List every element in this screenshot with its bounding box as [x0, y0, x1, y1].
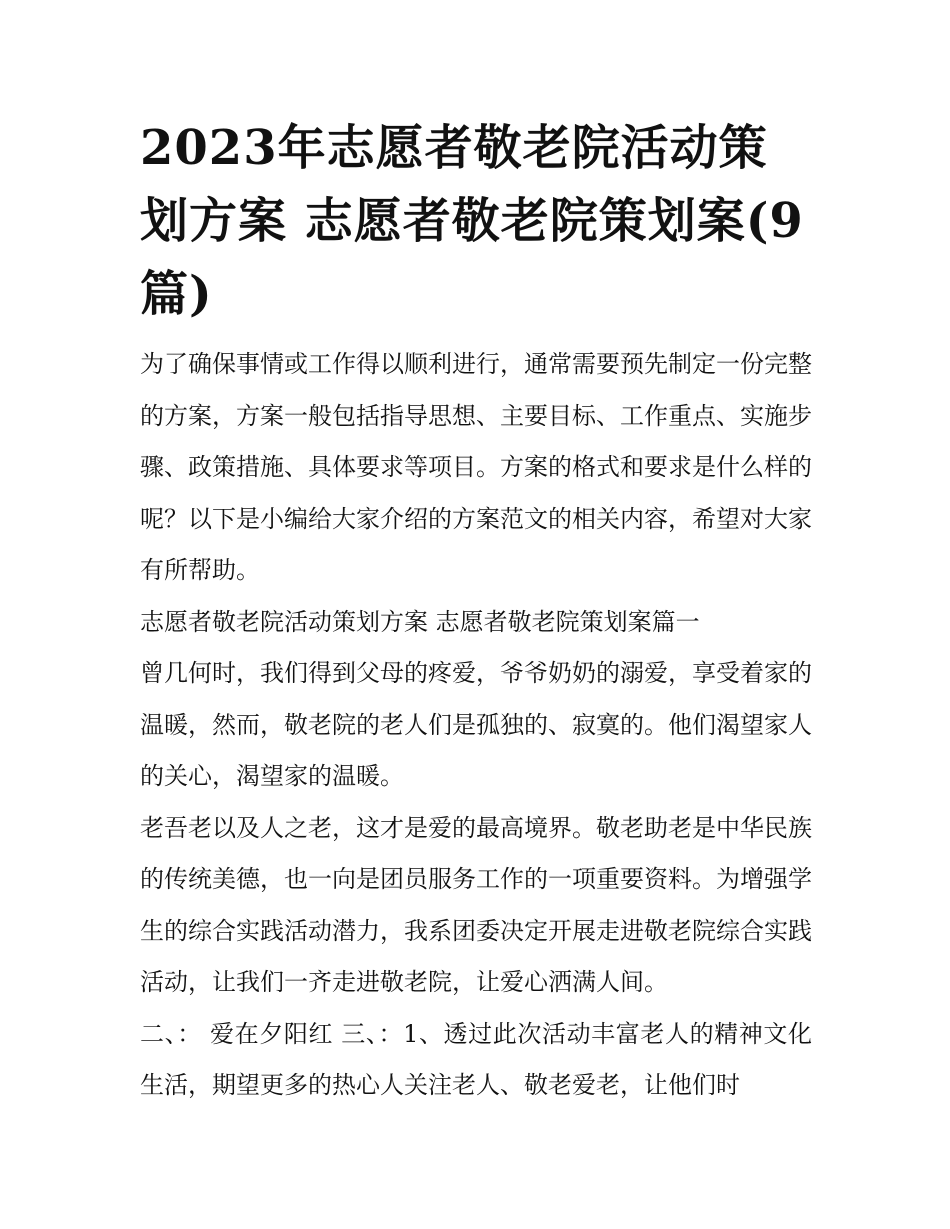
document-page	[140, 112, 812, 1112]
section-heading: 志愿者敬老院活动策划方案 志愿者敬老院策划案篇一	[140, 607, 700, 636]
document-title: 2023年志愿者敬老院活动策划方案 志愿者敬老院策划案(9篇)	[140, 120, 804, 322]
body-paragraph: 老吾老以及人之老，这才是爱的最高境界。敬老助老是中华民族的传统美德，也一向是团员服务工作的一项重要资料。为增强学生的综合实践活动潜力，我系团委决定开展走进敬老院综合实践活动，让我们一齐走进敬老院，让爱心洒满人间。	[140, 813, 812, 996]
body-paragraph: 曾几何时，我们得到父母的疼爱，爷爷奶奶的溺爱，享受着家的温暖，然而，敬老院的老人们是孤独的、寂寞的。他们渴望家人的关心，渴望家的温暖。	[140, 659, 812, 790]
body-paragraph: 二、： 爱在夕阳红 三、：1、透过此次活动丰富老人的精神文化生活，期望更多的热心人关注老人、敬老爱老，让他们时	[140, 1019, 812, 1099]
intro-paragraph: 为了确保事情或工作得以顺利进行，通常需要预先制定一份完整的方案，方案一般包括指导思想、主要目标、工作重点、实施步骤、政策措施、具体要求等项目。方案的格式和要求是什么样的呢？以下是小编给大家介绍的方案范文的相关内容，希望对大家有所帮助。	[140, 350, 812, 584]
